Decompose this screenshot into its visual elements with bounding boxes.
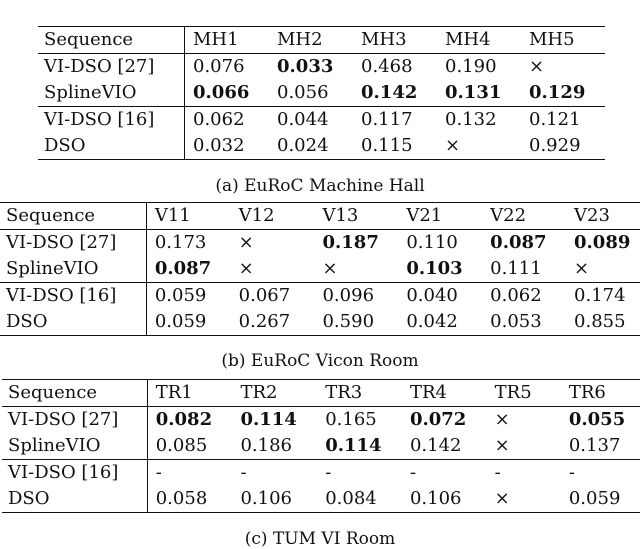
column-header: TR2 (232, 380, 317, 407)
column-header: Sequence (2, 380, 147, 407)
method-name-cell: DSO (38, 133, 185, 160)
table-header-row (2, 380, 640, 407)
error-value-cell: 0.059 (146, 283, 230, 310)
column-header: MH2 (269, 27, 353, 54)
error-value-cell: 0.187 (322, 232, 379, 253)
column-header: MH1 (185, 27, 270, 54)
method-name-cell: SplineVIO (2, 433, 147, 460)
error-value-cell: × (437, 133, 521, 160)
results-table (2, 379, 640, 513)
error-value-cell: 0.115 (353, 133, 437, 160)
error-value-cell: 0.103 (406, 258, 463, 279)
table-tum-vi-room (2, 379, 640, 513)
error-value-cell: × (322, 258, 338, 279)
method-name-cell: VI-DSO [16] (38, 107, 185, 134)
error-value-cell: 0.076 (193, 56, 245, 77)
column-header: V12 (231, 203, 315, 230)
previous-caption-fragment (0, 0, 640, 6)
method-name-cell: VI-DSO [16] (2, 460, 147, 487)
error-value-cell: 0.165 (325, 409, 377, 430)
column-header: Sequence (0, 203, 146, 230)
column-header: MH3 (353, 27, 437, 54)
error-value-cell: 0.067 (231, 283, 315, 310)
column-header: MH4 (437, 27, 521, 54)
error-value-cell: 0.056 (277, 82, 329, 103)
table-row (2, 486, 640, 513)
table-row (2, 407, 640, 434)
error-value-cell: 0.053 (482, 309, 566, 336)
error-value-cell: 0.110 (406, 232, 458, 253)
error-value-cell: 0.072 (409, 409, 467, 430)
error-value-cell: × (238, 232, 254, 253)
error-value-cell: 0.106 (402, 486, 487, 513)
error-value-cell: - (561, 460, 640, 487)
column-header: TR1 (147, 380, 232, 407)
column-header: TR6 (561, 380, 640, 407)
error-value-cell: 0.085 (155, 435, 208, 456)
column-header: MH5 (521, 27, 605, 54)
error-value-cell: 0.137 (568, 435, 621, 456)
error-value-cell: 0.111 (490, 258, 542, 279)
table-row (2, 433, 640, 460)
table-caption-a: (a) EuRoC Machine Hall (215, 176, 425, 196)
error-value-cell: - (402, 460, 487, 487)
error-value-cell: 0.186 (240, 435, 292, 456)
results-table (0, 202, 640, 336)
error-value-cell: 0.044 (269, 107, 353, 134)
error-value-cell: 0.032 (185, 133, 270, 160)
table-row (0, 309, 640, 336)
method-name-cell: SplineVIO (0, 256, 146, 283)
table-row (38, 80, 605, 107)
table-row (0, 256, 640, 283)
error-value-cell: - (317, 460, 402, 487)
column-header: V21 (398, 203, 482, 230)
error-value-cell: 0.066 (193, 82, 250, 103)
error-value-cell: 0.132 (437, 107, 521, 134)
error-value-cell: 0.106 (232, 486, 317, 513)
column-header: V22 (482, 203, 566, 230)
error-value-cell: × (487, 486, 561, 513)
error-value-cell: 0.096 (314, 283, 398, 310)
error-value-cell: 0.040 (398, 283, 482, 310)
table-row (38, 133, 605, 160)
column-header: V23 (566, 203, 640, 230)
error-value-cell: 0.855 (566, 309, 640, 336)
error-value-cell: 0.087 (154, 258, 212, 279)
table-row (38, 107, 605, 134)
method-name-cell: VI-DSO [27] (38, 54, 185, 81)
table-machine-hall (38, 26, 605, 160)
error-value-cell: 0.114 (240, 409, 297, 430)
method-name-cell: DSO (2, 486, 147, 513)
error-value-cell: 0.174 (566, 283, 640, 310)
error-value-cell: 0.117 (353, 107, 437, 134)
table-caption-c: (c) TUM VI Room (244, 529, 396, 549)
error-value-cell: - (147, 460, 232, 487)
table-header-row (38, 27, 605, 54)
error-value-cell: 0.590 (314, 309, 398, 336)
method-name-cell: DSO (0, 309, 146, 336)
error-value-cell: 0.131 (445, 82, 502, 103)
error-value-cell: 0.059 (146, 309, 230, 336)
error-value-cell: 0.024 (269, 133, 353, 160)
error-value-cell: 0.129 (529, 82, 586, 103)
error-value-cell: × (574, 258, 590, 279)
error-value-cell: 0.062 (482, 283, 566, 310)
error-value-cell: 0.173 (154, 232, 207, 253)
error-value-cell: 0.142 (409, 435, 462, 456)
error-value-cell: 0.084 (317, 486, 402, 513)
error-value-cell: 0.062 (185, 107, 270, 134)
table-row (38, 54, 605, 81)
error-value-cell: 0.468 (361, 56, 413, 77)
error-value-cell: 0.042 (398, 309, 482, 336)
table-vicon-room (0, 202, 640, 336)
results-table (38, 26, 605, 160)
column-header: TR4 (402, 380, 487, 407)
column-header: TR3 (317, 380, 402, 407)
table-row (0, 230, 640, 257)
column-header: Sequence (38, 27, 185, 54)
method-name-cell: VI-DSO [16] (0, 283, 146, 310)
table-row (2, 460, 640, 487)
column-header: TR5 (487, 380, 561, 407)
column-header: V11 (146, 203, 230, 230)
error-value-cell: 0.082 (155, 409, 213, 430)
error-value-cell: 0.121 (521, 107, 605, 134)
error-value-cell: × (238, 258, 254, 279)
error-value-cell: 0.058 (147, 486, 232, 513)
table-caption-b: (b) EuRoC Vicon Room (221, 351, 419, 371)
error-value-cell: 0.267 (231, 309, 315, 336)
table-row (0, 283, 640, 310)
method-name-cell: VI-DSO [27] (2, 407, 147, 434)
column-header: V13 (314, 203, 398, 230)
error-value-cell: 0.087 (490, 232, 547, 253)
error-value-cell: 0.059 (561, 486, 640, 513)
error-value-cell: × (494, 409, 510, 430)
method-name-cell: VI-DSO [27] (0, 230, 146, 257)
error-value-cell: 0.089 (574, 232, 631, 253)
error-value-cell: × (529, 56, 545, 77)
method-name-cell: SplineVIO (38, 80, 185, 107)
error-value-cell: - (232, 460, 317, 487)
error-value-cell: 0.033 (277, 56, 334, 77)
table-header-row (0, 203, 640, 230)
error-value-cell: - (487, 460, 561, 487)
error-value-cell: × (494, 435, 510, 456)
error-value-cell: 0.142 (361, 82, 418, 103)
error-value-cell: 0.055 (568, 409, 626, 430)
error-value-cell: 0.929 (521, 133, 605, 160)
error-value-cell: 0.114 (325, 435, 382, 456)
error-value-cell: 0.190 (445, 56, 497, 77)
